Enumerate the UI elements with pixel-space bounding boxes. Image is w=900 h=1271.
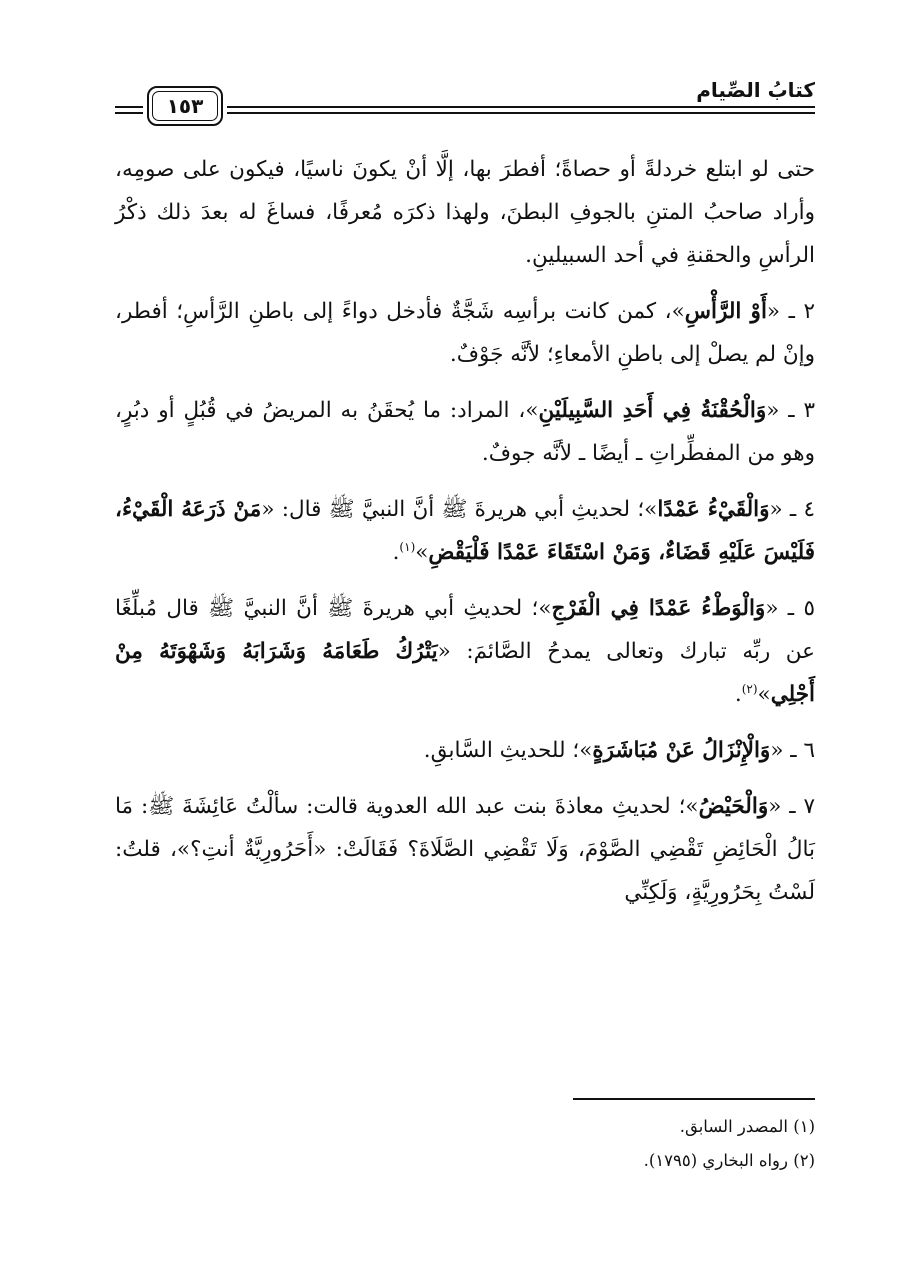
paragraph-p7: [115, 785, 815, 914]
text-run: »؛ لحديثِ معاذةَ بنت عبد الله العدوية قالت: سألْتُ عَائِشَةَ ﷺ: مَا بَالُ الْحَائِضِ تَقْضِي الصَّوْمَ، وَلَا تَقْضِي الصَّلَاةَ؟ فَقَالَتْ: «أَحَرُورِيَّةٌ أنتِ؟»، قلتُ: لَسْتُ بِحَرُورِيَّةٍ، وَلَكِنِّي: [115, 794, 815, 905]
text-run: »، كمن كانت برأسِه شَجَّةٌ فأدخل دواءً إلى باطنِ الرَّأسِ؛ أفطر، وإنْ لم يصلْ إلى باطنِ الأمعاءِ؛ لأنَّه جَوْفٌ.: [115, 299, 815, 367]
quoted-text: وَالْحَيْضُ: [698, 794, 769, 819]
text-run: »: [415, 540, 429, 565]
quoted-text: أَوْ الرَّأْسِ: [684, 299, 767, 324]
text-run: »: [757, 682, 771, 707]
paragraph-p1: [115, 148, 815, 277]
header-left-rule-bottom: [115, 112, 143, 114]
quoted-text: وَالْحُقْنَةُ فِي أَحَدِ السَّبِيلَيْنِ: [538, 398, 767, 423]
text-run: .: [392, 540, 400, 565]
footnote-ref: (١): [399, 539, 416, 554]
book-title: كتابُ الصِّيام: [696, 78, 815, 102]
paragraph-p3: [115, 389, 815, 475]
main-text: [115, 148, 815, 927]
header-rule-top: [227, 106, 815, 108]
text-run: حتى لو ابتلع خردلةً أو حصاةً؛ أفطرَ بها، إلَّا أنْ يكونَ ناسيًا، فيكون على صومِه، وأراد صاحبُ المتنِ بالجوفِ البطنَ، ولهذا ذكرَه مُعرفًا، فساغَ له بعدَ ذلك ذكْرُ الرأسِ والحقنةِ في أحد السبيلينِ.: [115, 157, 815, 268]
footnote-2: (٢) رواه البخاري (١٧٩٥).: [643, 1151, 815, 1170]
text-run: »؛ للحديثِ السَّابقِ.: [423, 738, 593, 763]
quoted-text: وَالْوَطْءُ عَمْدًا فِي الْفَرْجِ: [551, 596, 766, 621]
text-run: »؛ لحديثِ أبي هريرةَ ﷺ أنَّ النبيَّ ﷺ قال مُبلِّغًا عن ربِّه تبارك وتعالى يمدحُ الصَّائمَ: «: [115, 596, 815, 664]
quoted-text: وَالْقَيْءُ عَمْدًا: [657, 497, 770, 522]
text-run: »؛ لحديثِ أبي هريرةَ ﷺ أنَّ النبيَّ ﷺ قال: «: [261, 497, 658, 522]
header-rule-bottom: [227, 112, 815, 114]
page-number-frame: [147, 86, 223, 126]
text-run: »، المراد: ما يُحقَنُ به المريضُ في قُبُلٍ أو دبُرٍ، وهو من المفطِّراتِ ـ أيضًا ـ لأنَّه جوفٌ.: [115, 398, 815, 466]
paragraph-p4: [115, 488, 815, 574]
text-run: ٥ ـ «: [765, 596, 815, 621]
footnote-ref: (٢): [741, 681, 758, 696]
paragraph-p6: [115, 729, 815, 772]
quoted-text: وَالْإِنْزَالُ عَنْ مُبَاشَرَةٍ: [592, 738, 771, 763]
footnote-1: (١) المصدر السابق.: [679, 1117, 815, 1136]
page-header: [115, 78, 815, 122]
text-run: ٢ ـ «: [766, 299, 816, 324]
text-run: ٤ ـ «: [769, 497, 815, 522]
quoted-text: يَتْرُكُ طَعَامَهُ وَشَرَابَهُ وَشَهْوَتَهُ مِنْ أَجْلِي: [115, 639, 815, 707]
footnotes: [115, 1110, 815, 1178]
page-number: ١٥٣: [152, 91, 218, 121]
text-run: ٦ ـ «: [770, 738, 815, 763]
text-run: ٧ ـ «: [768, 794, 816, 819]
paragraph-p2: [115, 290, 815, 376]
footnote-separator: [573, 1098, 815, 1100]
text-run: ٣ ـ «: [766, 398, 815, 423]
text-run: .: [734, 682, 742, 707]
paragraph-p5: [115, 587, 815, 716]
header-left-rule-top: [115, 106, 143, 108]
quoted-text: مَنْ ذَرَعَهُ الْقَيْءُ، فَلَيْسَ عَلَيْهِ قَضَاءٌ، وَمَنْ اسْتَقَاءَ عَمْدًا فَلْيَقْضِ: [115, 497, 815, 565]
